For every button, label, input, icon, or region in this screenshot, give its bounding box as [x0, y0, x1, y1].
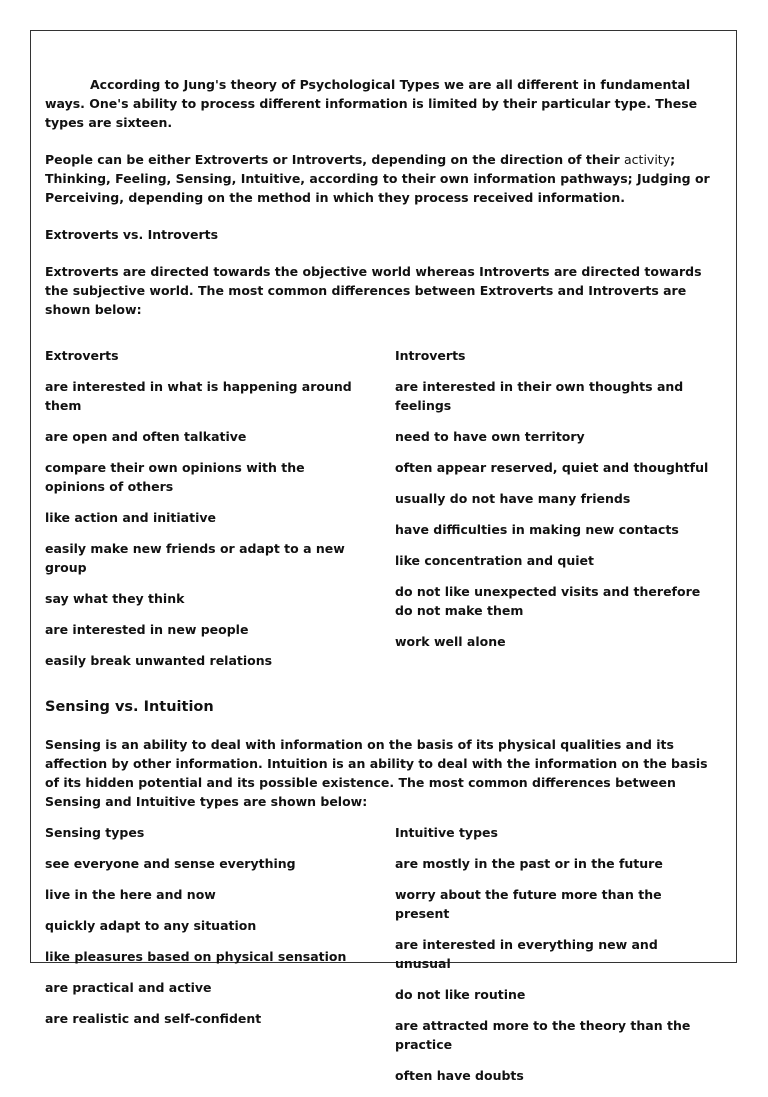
list-item: are open and often talkative: [45, 429, 247, 444]
sensing-title: Sensing types: [45, 825, 145, 840]
activity-word: activity: [624, 152, 671, 167]
intro-paragraph: According to Jung's theory of Psychological Types we are all different in fundamental ways. One's ability to process different information is limited by their particular type. These types are sixteen.: [45, 77, 698, 130]
list-item: work well alone: [395, 634, 506, 649]
document-body: [45, 75, 725, 1097]
types-paragraph: [45, 150, 725, 207]
extroverts-column: [45, 346, 365, 682]
types-paragraph-part-1: People can be either Extroverts or Introverts, depending on the direction of their: [45, 152, 625, 167]
list-item: do not like routine: [395, 987, 526, 1002]
extroverts-title: Extroverts: [45, 348, 119, 363]
list-item: often appear reserved, quiet and thoughtful: [395, 460, 709, 475]
list-item: worry about the future more than the present: [395, 887, 662, 921]
list-item: easily break unwanted relations: [45, 653, 273, 668]
list-item: need to have own territory: [395, 429, 585, 444]
list-item: are interested in everything new and unusual: [395, 937, 658, 971]
list-item: quickly adapt to any situation: [45, 918, 257, 933]
list-item: are mostly in the past or in the future: [395, 856, 663, 871]
ext-int-heading: Extroverts vs. Introverts: [45, 227, 219, 242]
sensing-column: [45, 823, 365, 1097]
intuitive-title: Intuitive types: [395, 825, 498, 840]
list-item: are attracted more to the theory than the practice: [395, 1018, 691, 1052]
list-item: are interested in new people: [45, 622, 249, 637]
sensing-intuition-comparison: [45, 823, 715, 1097]
introverts-column: [395, 346, 715, 682]
list-item: see everyone and sense everything: [45, 856, 296, 871]
list-item: like pleasures based on physical sensation: [45, 949, 347, 964]
list-item: are interested in what is happening around them: [45, 379, 352, 413]
list-item: compare their own opinions with the opinions of others: [45, 460, 305, 494]
list-item: say what they think: [45, 591, 185, 606]
list-item: like action and initiative: [45, 510, 217, 525]
introverts-title: Introverts: [395, 348, 466, 363]
list-item: often have doubts: [395, 1068, 524, 1083]
list-item: are practical and active: [45, 980, 212, 995]
sensing-intuition-description: Sensing is an ability to deal with information on the basis of its physical qualities and its affection by other information. Intuition is an ability to deal with the information on the basis of its hidden potential and its possible existence. The most common differences between Sensing and Intuitive types are shown below:: [45, 737, 708, 809]
list-item: live in the here and now: [45, 887, 216, 902]
ext-int-description: Extroverts are directed towards the objective world whereas Introverts are directed towards the subjective world. The most common differences between Extroverts and Introverts are shown below:: [45, 264, 702, 317]
list-item: usually do not have many friends: [395, 491, 631, 506]
intuitive-column: [395, 823, 715, 1097]
sensing-intuition-heading: Sensing vs. Intuition: [45, 699, 214, 715]
list-item: are interested in their own thoughts and feelings: [395, 379, 684, 413]
list-item: are realistic and self-confident: [45, 1011, 262, 1026]
list-item: do not like unexpected visits and therefore do not make them: [395, 584, 701, 618]
ext-int-comparison: [45, 346, 715, 682]
list-item: like concentration and quiet: [395, 553, 594, 568]
types-paragraph-part-2: ; Thinking, Feeling, Sensing, Intuitive, according to their own information pathways; Judging or Perceiving, depending on the method in which they process received information.: [45, 152, 710, 205]
list-item: easily make new friends or adapt to a new group: [45, 541, 345, 575]
list-item: have difficulties in making new contacts: [395, 522, 679, 537]
